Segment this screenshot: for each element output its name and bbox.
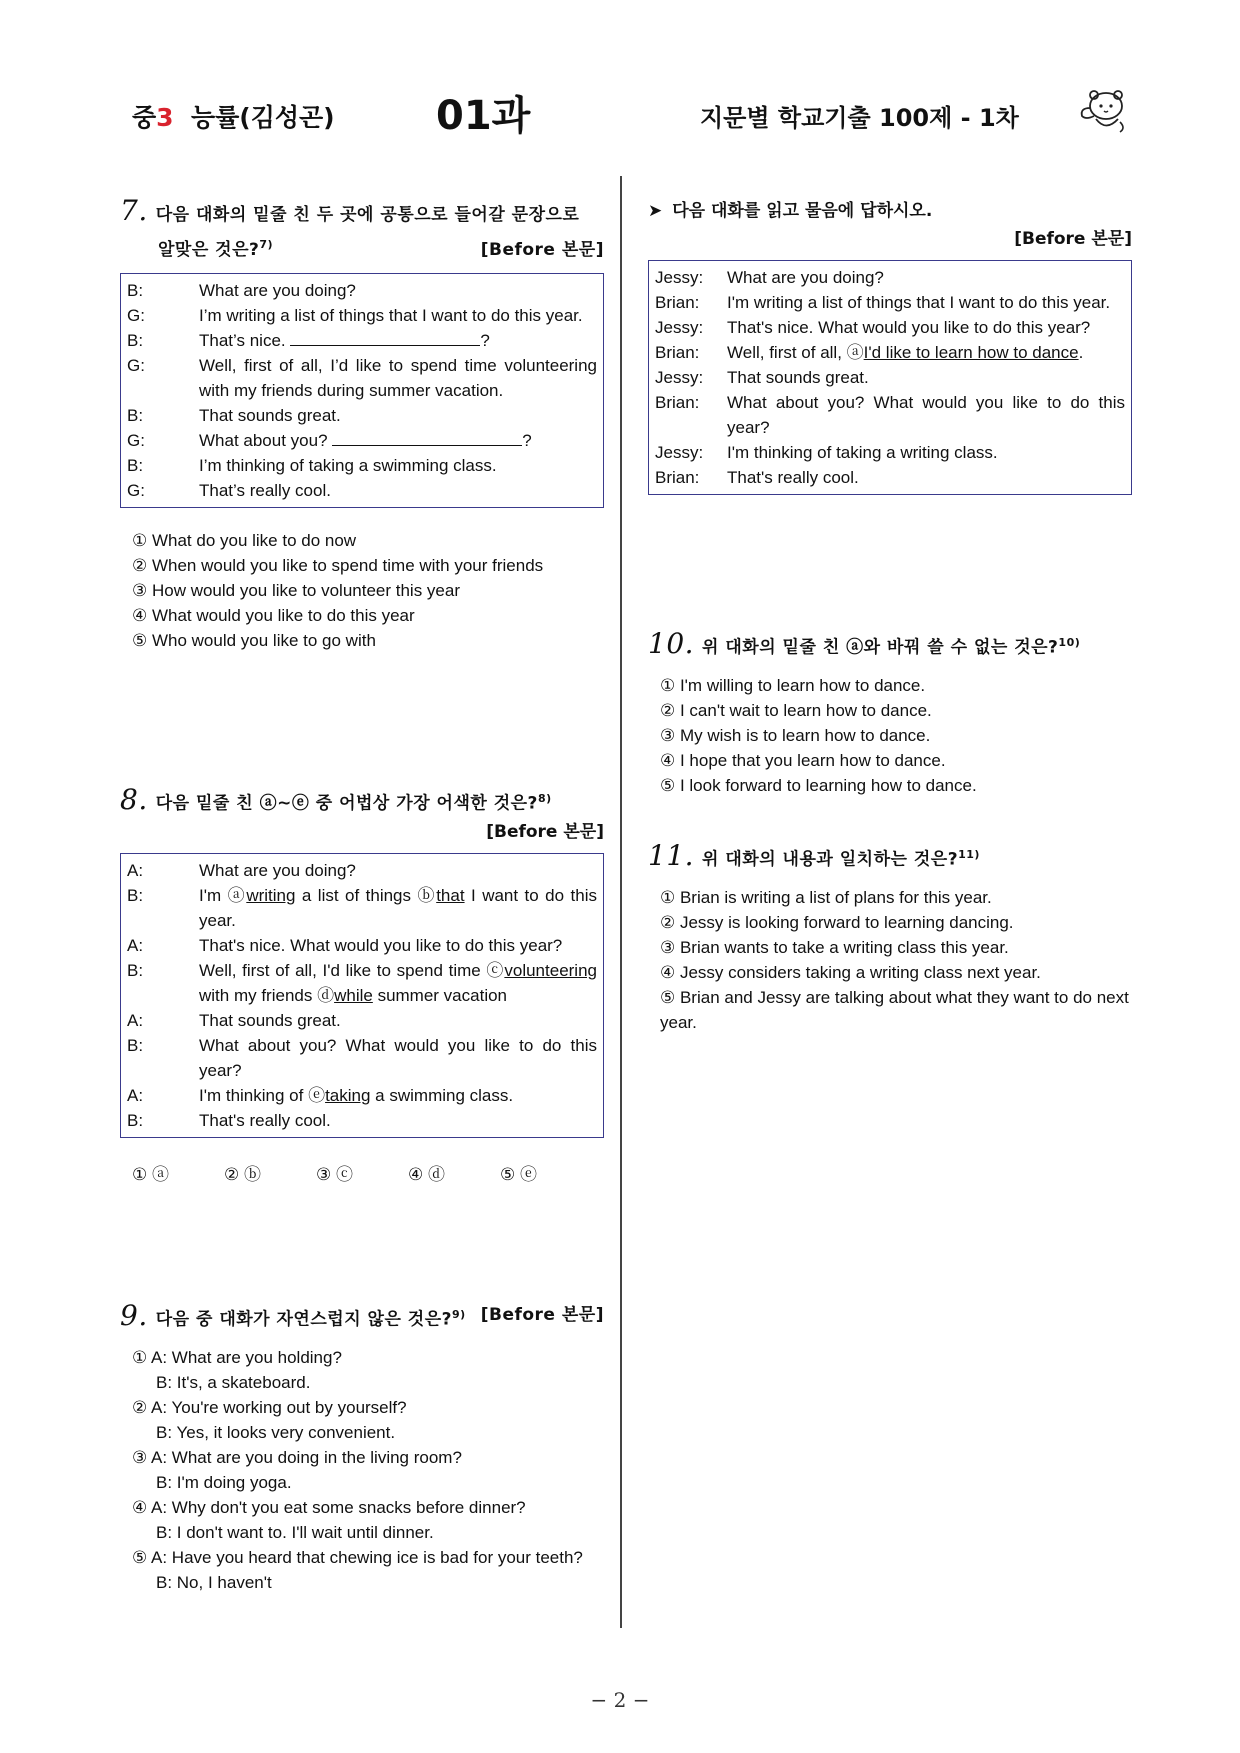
page-number: − 2 − [590, 1688, 650, 1712]
question-text: 위 대화의 밑줄 친 ⓐ와 바꿔 쓸 수 없는 것은? [702, 637, 1059, 658]
dialog-box [120, 273, 604, 508]
dialog-line [127, 403, 597, 428]
grade-prefix: 중 [132, 103, 157, 132]
answer-option[interactable]: ④ I hope that you learn how to dance. [660, 750, 946, 770]
speaker-label: B: [127, 960, 144, 980]
question-8-stem [120, 784, 604, 819]
dialog-text [199, 883, 597, 933]
dialog-line [655, 315, 1125, 340]
answer-options [648, 673, 1132, 798]
underlined-phrase: writing [246, 885, 296, 905]
speaker-label: Brian: [655, 343, 700, 362]
question-9 [120, 1300, 604, 1595]
dialog-text-content: Well, first of all, I'd like to spend time ⓒ [199, 960, 505, 980]
answer-option[interactable]: ② When would you like to spend time with your friends [132, 555, 544, 575]
textbook-name: 능률(김성곤) [190, 103, 335, 132]
dialog-text-content: That's really cool. [199, 1110, 331, 1130]
speaker-label: B: [127, 885, 144, 905]
dialog-line [655, 365, 1125, 390]
source-tag: [Before 본문] [480, 1305, 604, 1325]
dialog-line [127, 1108, 597, 1133]
dialog-text-content: I'm writing a list of things that I want to do this year. [727, 293, 1111, 312]
option-line-b: B: I'm doing yoga. [156, 1472, 292, 1492]
speaker-label: B: [127, 280, 144, 300]
question-number: 8. [120, 782, 148, 816]
dialog-text [199, 453, 597, 478]
question-number: 9. [120, 1298, 148, 1332]
dialog-text [727, 465, 1125, 490]
dialog-text-content: That sounds great. [199, 1010, 341, 1030]
dialog-text-content: What are you doing? [199, 860, 356, 880]
dialog-text [727, 315, 1125, 340]
answer-option[interactable] [132, 1445, 604, 1495]
dialog-line [127, 478, 597, 503]
speaker-label: Brian: [655, 293, 700, 312]
passage-instruction [648, 196, 1132, 226]
speaker-label: B: [127, 405, 144, 425]
dialog-line [655, 340, 1125, 365]
blank-punct: ? [522, 430, 532, 450]
answer-options [120, 1160, 604, 1185]
dialog-text [199, 933, 597, 958]
dialog-text [199, 858, 597, 883]
speaker-label: Jessy: [655, 268, 704, 287]
question-text: 다음 대화의 밑줄 친 두 곳에 공통으로 들어갈 문장으로 [155, 205, 580, 225]
dialog-line [127, 353, 597, 403]
dialog-text [199, 1083, 597, 1108]
dialog-text-content: I’m thinking of taking a swimming class. [199, 455, 497, 475]
dialog-line [127, 883, 597, 933]
dialog-line [127, 933, 597, 958]
answer-options [648, 885, 1132, 1035]
dialog-text-content: a swimming class. [370, 1085, 514, 1105]
source-tag: [Before 본문] [1014, 229, 1132, 249]
dialog-text-content: That's really cool. [727, 468, 859, 487]
footnote-ref: 10) [1058, 636, 1081, 649]
option-line-a: ① A: What are you holding? [132, 1347, 342, 1367]
underlined-phrase: that [436, 885, 465, 905]
speaker-label: A: [127, 935, 144, 955]
speaker-label: A: [127, 1085, 144, 1105]
dialog-text [199, 958, 597, 1008]
dialog-text-content: I want to do this year. [199, 885, 597, 930]
answer-option[interactable] [132, 1495, 604, 1545]
dialog-line [127, 278, 597, 303]
question-text: 다음 밑줄 친 ⓐ~ⓔ 중 어법상 가장 어색한 것은? [155, 793, 538, 814]
speaker-label: Brian: [655, 393, 700, 412]
option-line-a: ④ A: Why don't you eat some snacks before dinner? [132, 1497, 526, 1517]
dialog-text-content: . [1078, 343, 1084, 362]
dialog-text-content: summer vacation [372, 985, 508, 1005]
underlined-phrase: I'd like to learn how to dance [863, 343, 1079, 362]
dialog-text-content: What about you? What would you like to do this year? [199, 1035, 597, 1080]
dialog-text [199, 278, 597, 303]
answer-option[interactable]: ⑤ I look forward to learning how to dance. [660, 775, 977, 795]
question-9-stem [120, 1300, 604, 1335]
speaker-label: A: [127, 1010, 144, 1030]
dialog-line [127, 303, 597, 328]
answer-options [120, 1345, 604, 1595]
dialog-line [655, 465, 1125, 490]
speaker-label: Brian: [655, 468, 700, 487]
dialog-line [127, 428, 597, 453]
passage-block [648, 196, 1132, 495]
dialog-text [199, 1008, 597, 1033]
dialog-text-content: That’s really cool. [199, 480, 331, 500]
dialog-text-content: I’m writing a list of things that I want to do this year. [199, 305, 583, 325]
dialog-text [199, 1033, 597, 1083]
instruction-text: 다음 대화를 읽고 물음에 답하시오. [672, 201, 933, 221]
blank-punct: ? [480, 330, 490, 350]
dialog-text [199, 478, 597, 503]
answer-options [120, 528, 604, 653]
lesson-title: 01과 [436, 93, 531, 139]
dialog-line [127, 1008, 597, 1033]
worksheet-title: 지문별 학교기출 100제 - 1차 [700, 104, 1019, 132]
answer-blank [290, 328, 480, 346]
answer-option[interactable] [132, 1395, 604, 1445]
dialog-text-content: Well, first of all, ⓐ [727, 343, 864, 362]
speaker-label: Jessy: [655, 318, 704, 337]
answer-blank [332, 428, 522, 446]
dialog-text [727, 265, 1125, 290]
dialog-line [127, 453, 597, 478]
dialog-text [727, 290, 1125, 315]
dialog-text-content: a list of things ⓑ [295, 885, 437, 905]
dialog-line [127, 1083, 597, 1108]
answer-option[interactable]: ④ What would you like to do this year [132, 605, 415, 625]
dialog-text-content: That’s nice. [199, 330, 286, 350]
footnote-ref: 9) [452, 1308, 466, 1321]
dialog-line [127, 328, 597, 353]
option-line-a: ② A: You're working out by yourself? [132, 1397, 407, 1417]
question-text: 위 대화의 내용과 일치하는 것은? [702, 849, 959, 870]
answer-option[interactable]: ② Jessy is looking forward to learning dancing. [660, 912, 1014, 932]
speaker-label: G: [127, 480, 145, 500]
speaker-label: B: [127, 455, 144, 475]
footnote-ref: 11) [958, 848, 980, 861]
answer-option[interactable]: ② ⓑ [224, 1164, 261, 1184]
dialog-text [199, 303, 597, 328]
option-line-b: B: I don't want to. I'll wait until dinner. [156, 1522, 434, 1542]
answer-option[interactable] [132, 1545, 604, 1595]
dialog-text-content: That sounds great. [727, 368, 869, 387]
question-number: 10. [648, 626, 695, 660]
speaker-label: Jessy: [655, 368, 704, 387]
speaker-label: B: [127, 330, 144, 350]
speaker-label: B: [127, 1110, 144, 1130]
option-line-b: B: No, I haven't [156, 1572, 272, 1592]
grade-label [132, 98, 335, 134]
answer-option[interactable]: ② I can't wait to learn how to dance. [660, 700, 932, 720]
dialog-line [655, 440, 1125, 465]
answer-option[interactable]: ⑤ Who would you like to go with [132, 630, 376, 650]
dialog-text-content: with my friends ⓓ [199, 985, 335, 1005]
answer-option[interactable]: ① ⓐ [132, 1164, 169, 1184]
dialog-text-content: That sounds great. [199, 405, 341, 425]
dialog-text-content: That's nice. What would you like to do this year? [727, 318, 1091, 337]
option-line-b: B: It's, a skateboard. [156, 1372, 311, 1392]
speaker-label: G: [127, 355, 145, 375]
question-7 [120, 196, 604, 653]
source-tag: [Before 본문] [486, 821, 604, 842]
dialog-text [727, 440, 1125, 465]
dialog-line [127, 1033, 597, 1083]
footnote-ref: 7) [259, 238, 274, 251]
dialog-text-content: I'm thinking of ⓔ [199, 1085, 326, 1105]
dialog-text [199, 328, 597, 353]
dialog-text-content: What are you doing? [199, 280, 356, 300]
dialog-line [655, 390, 1125, 440]
question-11 [648, 840, 1132, 1035]
question-number: 7. [120, 194, 148, 227]
dialog-text-content: I'm thinking of taking a writing class. [727, 443, 998, 462]
question-11-stem [648, 840, 1132, 875]
dialog-text-content: What are you doing? [727, 268, 884, 287]
dialog-text [727, 365, 1125, 390]
answer-option[interactable]: ① I'm willing to learn how to dance. [660, 675, 926, 695]
question-8 [120, 784, 604, 1185]
question-text: 다음 중 대화가 자연스럽지 않은 것은? [155, 1309, 453, 1330]
speaker-label: G: [127, 430, 145, 450]
dialog-text [199, 353, 597, 403]
question-text-cont: 알맞은 것은? [158, 239, 260, 260]
dialog-box [120, 853, 604, 1138]
answer-option[interactable]: ③ How would you like to volunteer this year [132, 580, 461, 600]
dialog-box [648, 260, 1132, 495]
answer-option[interactable]: ① What do you like to do now [132, 530, 357, 550]
question-number: 11. [648, 838, 695, 872]
answer-option[interactable]: ③ ⓒ [316, 1164, 353, 1184]
underlined-phrase: while [334, 985, 373, 1005]
arrow-icon: ➤ [648, 201, 663, 221]
dialog-text-content: Well, first of all, I’d like to spend time volunteering with my friends during summer vacation. [199, 355, 597, 400]
footnote-ref: 8) [537, 792, 552, 805]
underlined-phrase: volunteering [504, 960, 597, 980]
answer-option[interactable]: ⑤ ⓔ [500, 1164, 537, 1184]
dialog-text-content: What about you? [199, 430, 328, 450]
answer-option[interactable]: ③ My wish is to learn how to dance. [660, 725, 931, 745]
answer-option[interactable]: ④ Jessy considers taking a writing class next year. [660, 962, 1041, 982]
answer-option[interactable]: ⑤ Brian and Jessy are talking about what they want to do next year. [660, 987, 1129, 1032]
bear-mascot-icon [1076, 86, 1128, 136]
underlined-phrase: taking [325, 1085, 371, 1105]
dialog-line [127, 958, 597, 1008]
dialog-line [655, 265, 1125, 290]
source-tag: [Before 본문] [480, 239, 604, 260]
speaker-label: Jessy: [655, 443, 704, 462]
speaker-label: B: [127, 1035, 144, 1055]
answer-option[interactable]: ③ Brian wants to take a writing class this year. [660, 937, 1009, 957]
dialog-text [727, 340, 1125, 365]
dialog-line [655, 290, 1125, 315]
dialog-text [199, 403, 597, 428]
column-divider [620, 176, 622, 1628]
dialog-line [127, 858, 597, 883]
dialog-text [727, 390, 1125, 440]
option-line-b: B: Yes, it looks very convenient. [156, 1422, 396, 1442]
grade-number: 3 [156, 103, 174, 132]
page-header [0, 0, 1240, 160]
question-10-stem [648, 628, 1132, 663]
question-7-stem [120, 196, 604, 265]
question-10 [648, 628, 1132, 798]
speaker-label: G: [127, 305, 145, 325]
dialog-text [199, 1108, 597, 1133]
option-line-a: ③ A: What are you doing in the living room? [132, 1447, 462, 1467]
answer-option[interactable]: ① Brian is writing a list of plans for this year. [660, 887, 992, 907]
option-line-a: ⑤ A: Have you heard that chewing ice is bad for your teeth? [132, 1547, 583, 1567]
dialog-text [199, 428, 597, 453]
dialog-text-content: That's nice. What would you like to do this year? [199, 935, 563, 955]
dialog-text-content: What about you? What would you like to do this year? [727, 393, 1125, 437]
answer-option[interactable]: ④ ⓓ [408, 1164, 445, 1184]
answer-option[interactable] [132, 1345, 604, 1395]
speaker-label: A: [127, 860, 144, 880]
dialog-text-content: I'm ⓐ [199, 885, 247, 905]
